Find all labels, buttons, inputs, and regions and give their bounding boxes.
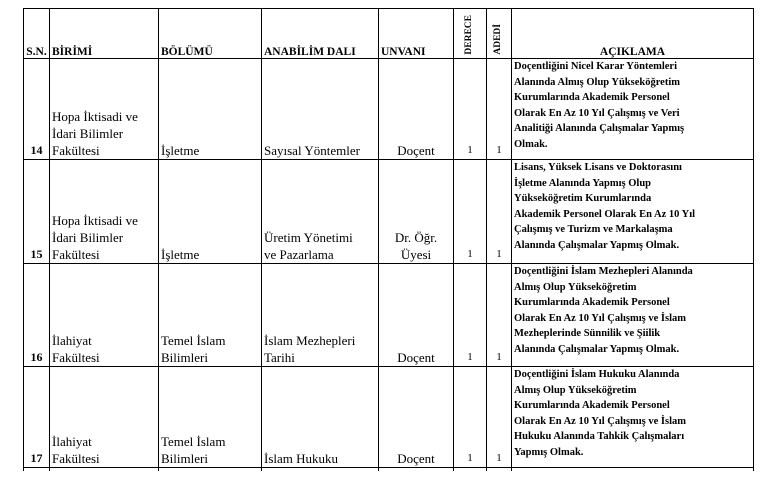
table-row [24, 59, 754, 160]
derece-cell: 1 [454, 59, 487, 160]
unvani-cell [379, 367, 454, 468]
empty-cell [262, 468, 379, 472]
aciklama-line: Alanında Çalışmalar Yapmış Olmak. [514, 239, 680, 251]
aciklama-cell [512, 59, 754, 160]
aciklama-line: Almış Olup Yükseköğretim [514, 281, 637, 293]
aciklama-line: Kurumlarında Akademik Personel [514, 92, 670, 104]
aciklama-line: Doçentliğini İslam Mezhepleri Alanında [514, 266, 693, 277]
unvani-line: Dr. Öğr. [394, 230, 438, 245]
birimi-line: İdari Bilimler [52, 126, 124, 141]
bolumu-line: İşletme [161, 143, 200, 158]
row-number: 16 [24, 264, 50, 367]
birimi-line: Fakültesi [52, 247, 100, 262]
anabilim-cell [262, 59, 379, 160]
row-number: 14 [24, 59, 50, 160]
unvani-line: Üyesi [400, 247, 432, 262]
header-adedi [487, 9, 512, 59]
aciklama-line: Hukuku Alanında Tahkik Çalışmaları [514, 431, 685, 443]
aciklama-line: Akademik Personel Olarak En Az 10 Yıl [514, 208, 696, 220]
empty-cell [24, 468, 50, 472]
birimi-line: Hopa İktisadi ve [52, 109, 138, 124]
birimi-cell [50, 160, 159, 264]
aciklama-cell [512, 367, 754, 468]
aciklama-line: Olarak En Az 10 Yıl Çalışmış ve Veri [514, 107, 680, 119]
aciklama-line: Olmak. [514, 138, 548, 150]
unvani-cell [379, 264, 454, 367]
anabilim-cell [262, 160, 379, 264]
aciklama-line: Doçentliğini İslam Hukuku Alanında [514, 369, 680, 380]
unvani-cell [379, 59, 454, 160]
birimi-cell [50, 264, 159, 367]
aciklama-cell [512, 264, 754, 367]
bolumu-line: İşletme [161, 247, 200, 262]
birimi-cell [50, 59, 159, 160]
aciklama-line: Almış Olup Yükseköğretim [514, 384, 637, 396]
derece-cell: 1 [454, 367, 487, 468]
birimi-line: İlahiyat [52, 333, 92, 348]
anabilim-line: ve Pazarlama [264, 247, 334, 262]
anabilim-cell [262, 264, 379, 367]
aciklama-line: Analitiği Alanında Çalışmalar Yapmış [514, 123, 685, 135]
aciklama-line: Kurumlarında Akademik Personel [514, 297, 670, 309]
aciklama-line: Yükseköğretim Kurumlarında [514, 193, 652, 205]
unvani-line: Doçent [397, 350, 435, 365]
bolumu-line: Temel İslam [161, 434, 226, 449]
bolumu-line: Bilimleri [161, 350, 208, 365]
adedi-cell: 1 [487, 160, 512, 264]
bolumu-cell [159, 264, 262, 367]
aciklama-line: Doçentliğini Nicel Karar Yöntemleri [514, 61, 678, 72]
anabilim-cell [262, 367, 379, 468]
birimi-line: İdari Bilimler [52, 230, 124, 245]
table-row [24, 367, 754, 468]
bolumu-cell [159, 160, 262, 264]
unvani-line: Doçent [397, 143, 435, 158]
header-bolumu: BÖLÜMÜ [159, 9, 262, 59]
table-row [24, 264, 754, 367]
aciklama-line: Mezheplerinde Sünnilik ve Şiilik [514, 328, 661, 340]
header-anabilim-dali: ANABİLİM DALI [262, 9, 379, 59]
empty-cell [454, 468, 487, 472]
birimi-line: Hopa İktisadi ve [52, 213, 138, 228]
anabilim-line: İslam Hukuku [264, 451, 339, 466]
anabilim-line: İslam Mezhepleri [264, 333, 356, 348]
header-adedi-label: ADEDİ [493, 24, 504, 55]
aciklama-line: İşletme Alanında Yapmış Olup [514, 177, 652, 189]
unvani-line: Doçent [397, 451, 435, 466]
aciklama-line: Alanında Almış Olup Yükseköğretim [514, 76, 680, 88]
aciklama-line: Alanında Çalışmalar Yapmış Olmak. [514, 343, 680, 355]
header-birimi: BİRİMİ [50, 9, 159, 59]
bolumu-cell [159, 59, 262, 160]
adedi-cell: 1 [487, 59, 512, 160]
empty-cell [50, 468, 159, 472]
row-number: 15 [24, 160, 50, 264]
table-row-partial [24, 468, 754, 472]
derece-cell: 1 [454, 160, 487, 264]
unvani-cell [379, 160, 454, 264]
aciklama-line: Yapmış Olmak. [514, 446, 584, 458]
anabilim-line: Sayısal Yöntemler [264, 143, 360, 158]
empty-cell [159, 468, 262, 472]
anabilim-line: Üretim Yönetimi [264, 230, 353, 245]
aciklama-line: Kurumlarında Akademik Personel [514, 400, 670, 412]
aciklama-line: Lisans, Yüksek Lisans ve Doktorasını [514, 162, 682, 173]
empty-cell [512, 468, 754, 472]
header-derece-label: DERECE [464, 15, 475, 55]
adedi-cell: 1 [487, 264, 512, 367]
bolumu-line: Bilimleri [161, 451, 208, 466]
header-derece [454, 9, 487, 59]
header-sn: S.N. [24, 9, 50, 59]
birimi-line: Fakültesi [52, 143, 100, 158]
bolumu-line: Temel İslam [161, 333, 226, 348]
birimi-cell [50, 367, 159, 468]
table-row [24, 160, 754, 264]
table-header-row [24, 9, 754, 59]
empty-cell [379, 468, 454, 472]
birimi-line: Fakültesi [52, 451, 100, 466]
row-number: 17 [24, 367, 50, 468]
aciklama-line: Olarak En Az 10 Yıl Çalışmış ve İslam [514, 312, 686, 324]
adedi-cell: 1 [487, 367, 512, 468]
aciklama-line: Olarak En Az 10 Yıl Çalışmış ve İslam [514, 415, 686, 427]
header-aciklama: AÇIKLAMA [512, 9, 754, 59]
positions-table [23, 8, 754, 471]
birimi-line: Fakültesi [52, 350, 100, 365]
aciklama-line: Çalışmış ve Turizm ve Markalaşma [514, 224, 673, 236]
derece-cell: 1 [454, 264, 487, 367]
birimi-line: İlahiyat [52, 434, 92, 449]
empty-cell [487, 468, 512, 472]
aciklama-cell [512, 160, 754, 264]
anabilim-line: Tarihi [264, 350, 295, 365]
header-unvani: UNVANI [379, 9, 454, 59]
bolumu-cell [159, 367, 262, 468]
